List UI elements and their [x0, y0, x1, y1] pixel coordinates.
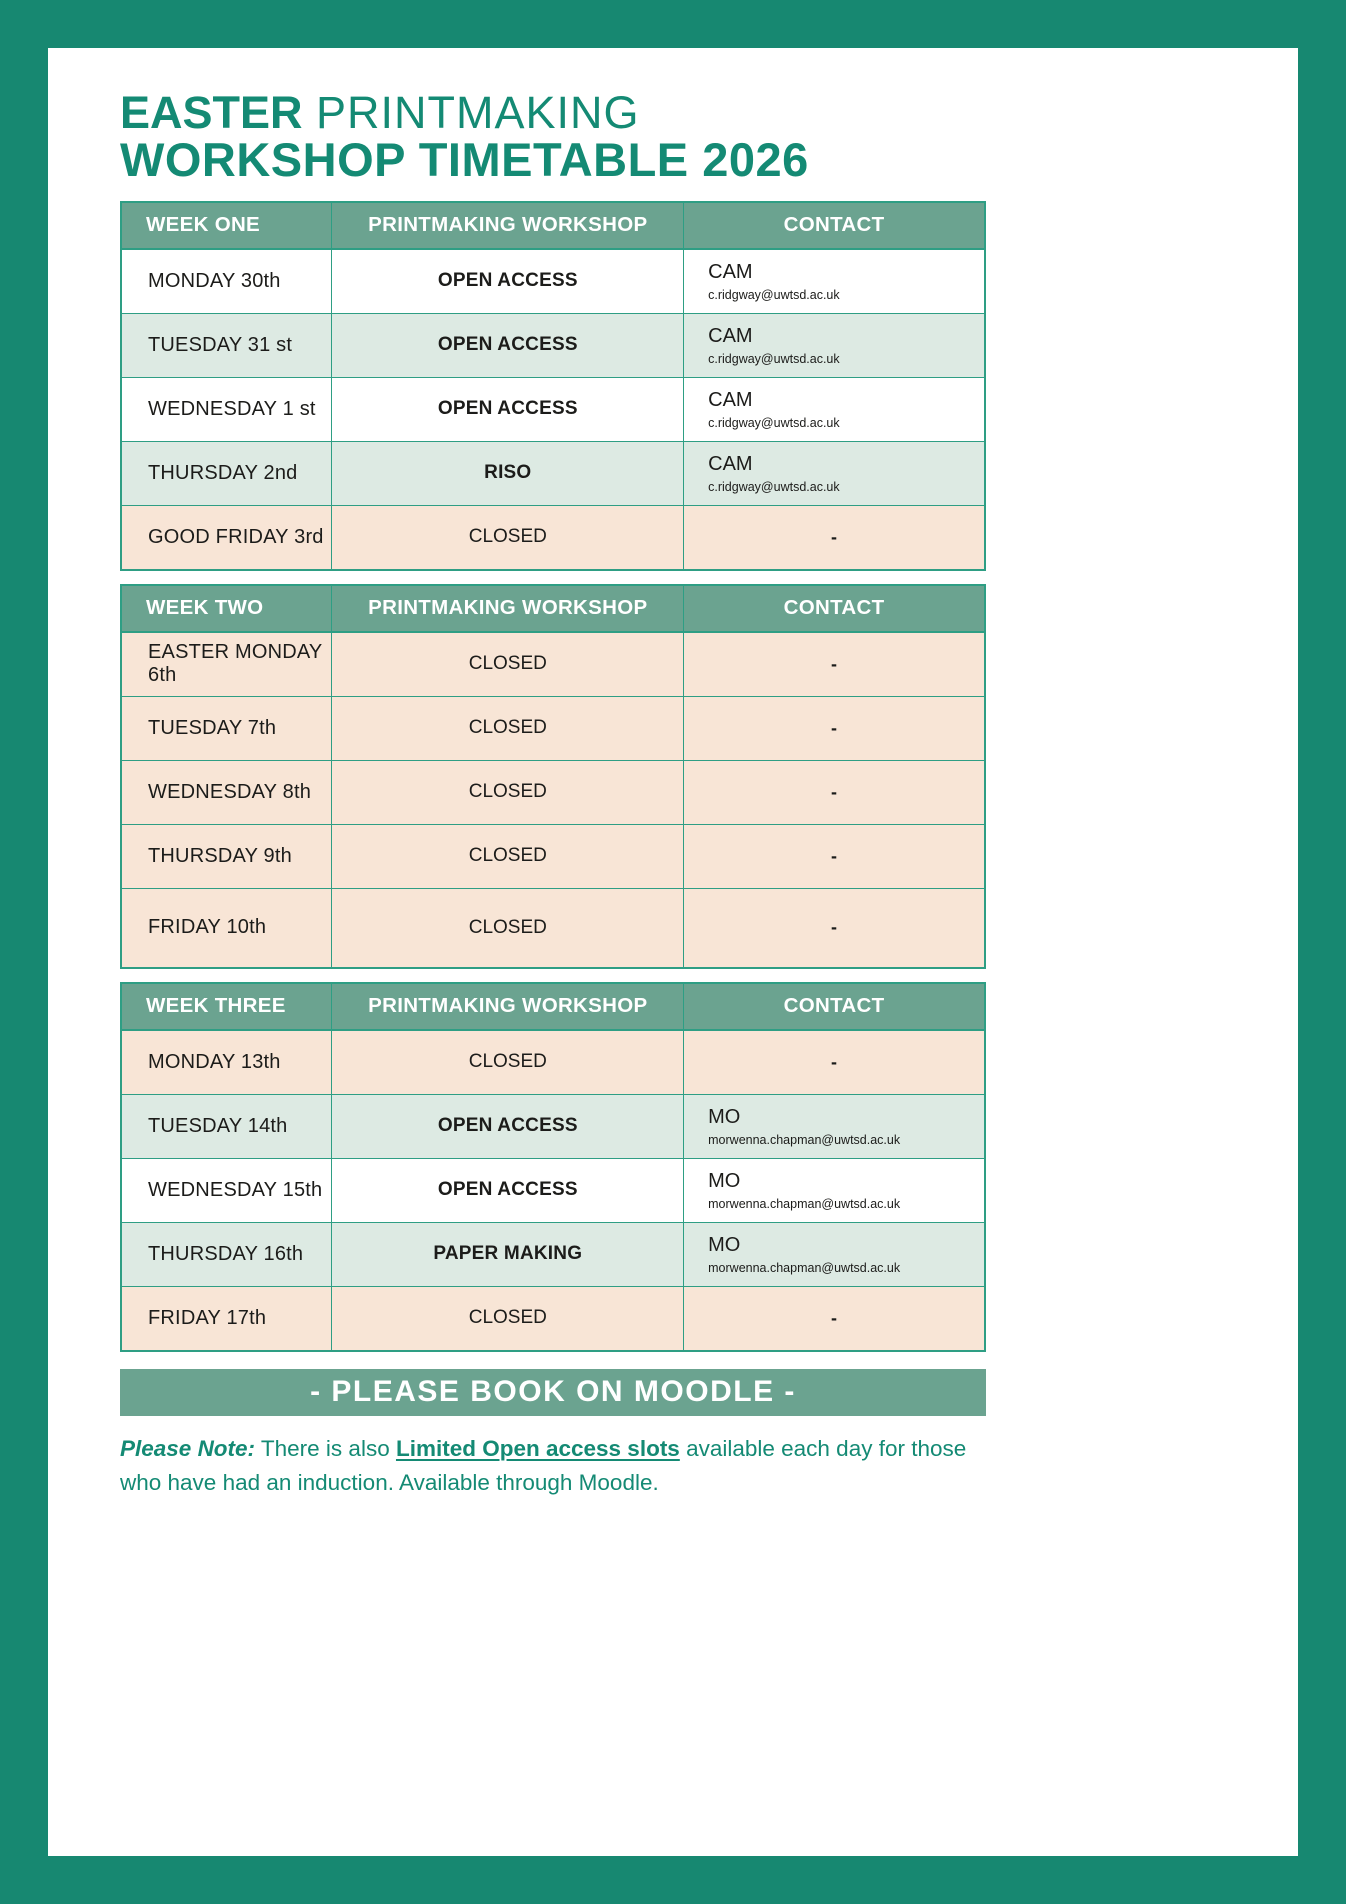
day-cell: TUESDAY 31 st [148, 333, 293, 356]
workshop-cell: CLOSED [331, 889, 683, 967]
please-note-text-2: available each day for those who have had an induction. Available through Moodle. [120, 1435, 967, 1495]
contact-cell [683, 378, 984, 441]
contact-cell [683, 1159, 984, 1222]
table-row [122, 1158, 984, 1222]
table-row [122, 888, 984, 967]
day-cell: GOOD FRIDAY 3rd [148, 525, 324, 548]
table-row [122, 377, 984, 441]
contact-email: c.ridgway@uwtsd.ac.uk [708, 288, 840, 303]
title-easter: EASTER [120, 87, 303, 138]
day-cell: TUESDAY 14th [148, 1114, 288, 1137]
workshop-cell: CLOSED [331, 1031, 683, 1094]
poster-content [120, 48, 986, 1499]
timetable-tables [120, 201, 986, 1352]
workshop-cell: OPEN ACCESS [331, 1159, 683, 1222]
contact-name: CAM [708, 261, 753, 284]
week-table-body [122, 1031, 984, 1350]
table-row [122, 1031, 984, 1094]
contact-cell [683, 1223, 984, 1286]
table-row [122, 760, 984, 824]
week-header-cell: WEEK THREE [146, 994, 286, 1018]
day-cell: MONDAY 30th [148, 269, 281, 292]
contact-cell [683, 314, 984, 377]
day-cell: THURSDAY 16th [148, 1242, 304, 1265]
workshop-cell: CLOSED [331, 825, 683, 888]
workshop-cell: OPEN ACCESS [331, 314, 683, 377]
day-cell: THURSDAY 2nd [148, 461, 298, 484]
workshop-cell: CLOSED [331, 697, 683, 760]
moodle-banner [120, 1369, 986, 1416]
contact-header-cell: CONTACT [683, 586, 984, 631]
contact-name: CAM [708, 453, 753, 476]
table-row [122, 696, 984, 760]
table-row [122, 633, 984, 696]
please-note-text-1: There is also [255, 1435, 396, 1461]
contact-email: c.ridgway@uwtsd.ac.uk [708, 352, 840, 367]
contact-header-cell: CONTACT [683, 984, 984, 1029]
contact-dash: - [683, 761, 984, 824]
contact-name: MO [708, 1234, 741, 1257]
contact-cell [683, 250, 984, 313]
table-row [122, 824, 984, 888]
table-row [122, 1094, 984, 1158]
workshop-cell: CLOSED [331, 633, 683, 696]
contact-dash: - [683, 825, 984, 888]
week-header-cell: WEEK ONE [146, 213, 261, 237]
week-table [120, 201, 986, 571]
workshop-cell: OPEN ACCESS [331, 378, 683, 441]
day-cell: EASTER MONDAY 6th [148, 641, 323, 687]
moodle-banner-label: - PLEASE BOOK ON MOODLE - [310, 1375, 796, 1409]
day-cell: MONDAY 13th [148, 1050, 281, 1073]
workshop-header-cell: PRINTMAKING WORKSHOP [331, 984, 683, 1029]
workshop-cell: OPEN ACCESS [331, 1095, 683, 1158]
contact-name: MO [708, 1106, 741, 1129]
contact-email: morwenna.chapman@uwtsd.ac.uk [708, 1261, 901, 1276]
day-cell: WEDNESDAY 15th [148, 1178, 323, 1201]
contact-dash: - [683, 1031, 984, 1094]
contact-header-cell: CONTACT [683, 203, 984, 248]
table-row [122, 441, 984, 505]
day-cell: THURSDAY 9th [148, 844, 292, 867]
contact-dash: - [683, 1287, 984, 1350]
workshop-header-cell: PRINTMAKING WORKSHOP [331, 203, 683, 248]
week-table [120, 584, 986, 969]
contact-dash: - [683, 697, 984, 760]
week-header-cell: WEEK TWO [146, 596, 264, 620]
page-title [120, 87, 986, 187]
workshop-cell: CLOSED [331, 761, 683, 824]
workshop-cell: PAPER MAKING [331, 1223, 683, 1286]
day-cell: FRIDAY 10th [148, 916, 267, 939]
contact-name: MO [708, 1170, 741, 1193]
workshop-cell: OPEN ACCESS [331, 250, 683, 313]
contact-email: morwenna.chapman@uwtsd.ac.uk [708, 1133, 901, 1148]
week-table-header [122, 586, 984, 633]
table-row [122, 505, 984, 569]
day-cell: TUESDAY 7th [148, 716, 277, 739]
workshop-cell: CLOSED [331, 506, 683, 569]
workshop-cell: RISO [331, 442, 683, 505]
contact-name: CAM [708, 325, 753, 348]
day-cell: WEDNESDAY 8th [148, 780, 312, 803]
contact-dash: - [683, 889, 984, 967]
day-cell: FRIDAY 17th [148, 1306, 267, 1329]
workshop-header-cell: PRINTMAKING WORKSHOP [331, 586, 683, 631]
day-cell: WEDNESDAY 1 st [148, 397, 316, 420]
table-row [122, 1286, 984, 1350]
week-table [120, 982, 986, 1352]
please-note [120, 1432, 1005, 1500]
table-row [122, 1222, 984, 1286]
contact-name: CAM [708, 389, 753, 412]
workshop-cell: CLOSED [331, 1287, 683, 1350]
contact-dash: - [683, 506, 984, 569]
title-workshop-timetable: WORKSHOP TIMETABLE 2026 [120, 133, 809, 187]
please-note-label: Please Note: [120, 1435, 256, 1461]
contact-email: c.ridgway@uwtsd.ac.uk [708, 480, 840, 495]
table-row [122, 313, 984, 377]
week-table-body [122, 633, 984, 967]
contact-cell [683, 1095, 984, 1158]
week-table-header [122, 984, 984, 1031]
contact-cell [683, 442, 984, 505]
title-printmaking: PRINTMAKING [302, 87, 640, 138]
contact-dash: - [683, 633, 984, 696]
week-table-header [122, 203, 984, 250]
poster-page [48, 48, 1298, 1856]
table-row [122, 250, 984, 313]
week-table-body [122, 250, 984, 569]
limited-open-access-link: Limited Open access slots [395, 1435, 680, 1461]
contact-email: c.ridgway@uwtsd.ac.uk [708, 416, 840, 431]
contact-email: morwenna.chapman@uwtsd.ac.uk [708, 1197, 901, 1212]
